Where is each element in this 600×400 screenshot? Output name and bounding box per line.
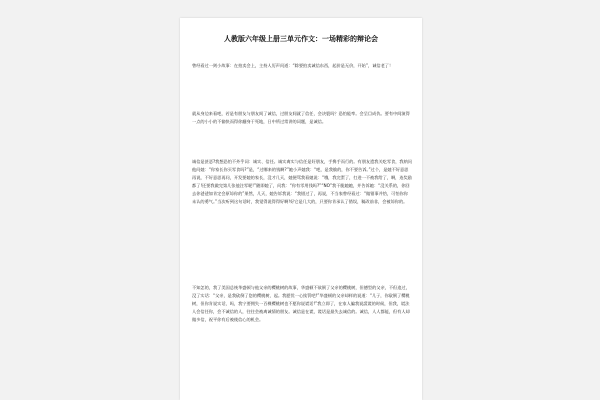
paragraph-1: 曾经看过一则小故事：在拍卖会上，主持人厉声问道：“除要拍卖诚信东西，起价是无价，开始”，诚信老了！	[192, 63, 394, 68]
paragraph-3: 诚信是甚恶?我想恐怕不外乎词：诚实、信任。诚实离实与信任是好朋友，手搀手而行的。有朋友遗我关吃零食，我纳问他问她：“你家长你买零食吗?”是，“过哪来的钱啊?”她小声她我：“吧，是我偷的，你不要告诉。”过个，是她不好意思再说，不好意思再问，开发要她的家长，没才几天，她便骂我看她说：“哦，我完蛋了，打进一不被我给了，啊，连奖励都了!还要我做完第几张他注零呢!”随即她了，问我：“你有零用钱吗?”“NO”我干脆她她，并告诉她：“没关系的，你回去你爸爸如肯定会原谅你的”果然，几天，她告诉我说：“我错过了，再说，不当家曾经看过：“做错事并恰，可怕你你未认的勇气。”当次听到这句话时，我觉得说得得好啊!好它是几大的，只要你肯承认了错误，稿改前非，会被谅你的。	[192, 159, 412, 204]
document-page	[180, 18, 422, 400]
paragraph-2: 就从身边来看吧，若是有朋友与朋友间了诚信，过朋友间就了信任，会决裂吗？恐怕能率。会呈目成仇。要有中间演得一点的小小的不愉快而得你翻身于死地，日中所过常讲的词题，是诚信。	[192, 111, 410, 124]
document-title: 人教版六年级上册三单元作文：一场精彩的辩论会	[224, 35, 378, 43]
paragraph-4: 不知怎的，我了美国总统华盛顿与他父亲的樱桃树的故事，华盛顿不欲倒了父亲的樱桃树，但德型的父亲，不但追过，没了实话：“父亲，是我砍倒了您的樱桃树，起。我愿忧一心挨罚吧!”华盛顿的父亲却样的说道：“儿子，你砍倒了樱桃树，但你肯说实话，吗，我宁要拥失一百棵樱桃树也不愿你说谎话!”我立即了，在家人骗我说謊谎的时候，但我，谎法人会信任你，会不诚信的人，往往会被离诚情的朋友。诚信是在谎，谎话是最失去诚信的。诚信，人人都能，但有人却做多信，祝平你有后被使信心的机会。	[192, 285, 410, 322]
